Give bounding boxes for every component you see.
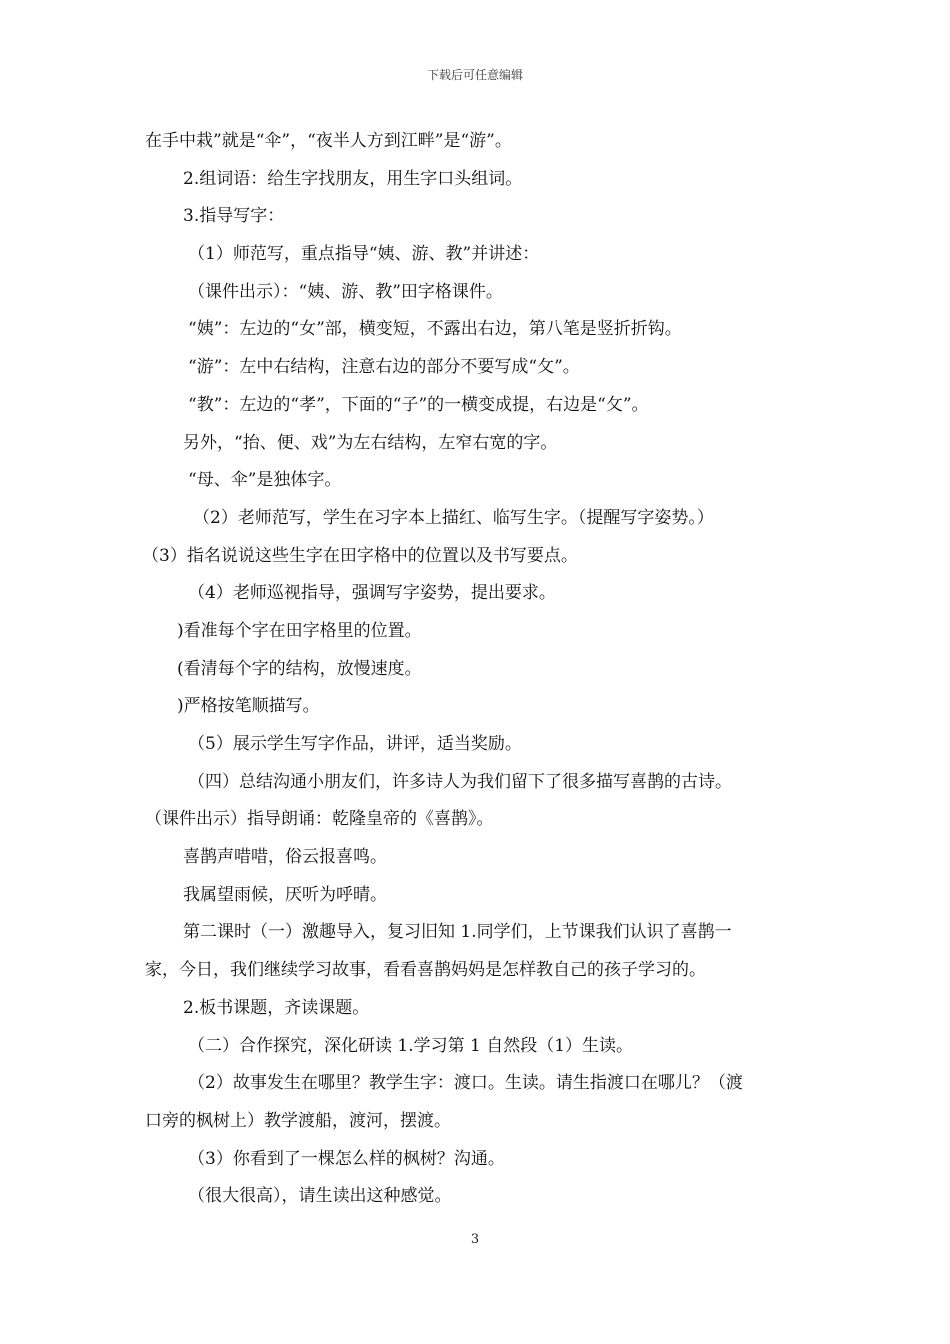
document-body bbox=[142, 123, 813, 1216]
text-line: “姨”：左边的“女”部，横变短，不露出右边，第八笔是竖折折钩。 bbox=[188, 319, 682, 340]
text-line: （3）你看到了一棵怎么样的枫树？沟通。 bbox=[188, 1148, 505, 1169]
text-line: （课件出示）：“姨、游、教”田字格课件。 bbox=[188, 281, 503, 302]
text-line: （很大很高），请生读出这种感觉。 bbox=[188, 1186, 452, 1207]
page-header: 下载后可任意编辑 bbox=[426, 68, 523, 82]
text-line: （4）老师巡视指导，强调写字姿势，提出要求。 bbox=[188, 583, 556, 604]
text-line: 2.组词语：给生字找朋友，用生字口头组词。 bbox=[183, 168, 523, 189]
text-line: “游”：左中右结构，注意右边的部分不要写成“攵”。 bbox=[188, 357, 580, 378]
text-line: （2）故事发生在哪里？教学生字：渡口。生读。请生指渡口在哪儿？（渡 bbox=[188, 1073, 743, 1094]
text-line: )严格按笔顺描写。 bbox=[177, 696, 320, 717]
text-line: （5）展示学生写字作品，讲评，适当奖励。 bbox=[188, 734, 522, 754]
text-line: 家，今日，我们继续学习故事，看看喜鹊妈妈是怎样教自己的孩子学习的。 bbox=[145, 960, 706, 981]
text-line: （2）老师范写，学生在习字本上描红、临写生字。（提醒写字姿势。） bbox=[193, 507, 714, 528]
text-line: （3）指名说说这些生字在田字格中的位置以及书写要点。 bbox=[142, 545, 578, 566]
text-line: （1）师范写，重点指导“姨、游、教”并讲述： bbox=[188, 244, 540, 265]
text-line: 2.板书课题，齐读课题。 bbox=[183, 997, 370, 1018]
page-number: 3 bbox=[470, 1232, 480, 1247]
text-line: (看清每个字的结构，放慢速度。 bbox=[177, 658, 422, 679]
text-line: （四）总结沟通小朋友们，许多诗人为我们留下了很多描写喜鹊的古诗。 bbox=[188, 771, 732, 792]
text-line: （二）合作探究，深化研读 1.学习第 1 自然段（1）生读。 bbox=[188, 1035, 634, 1056]
text-line: “教”：左边的“孝”，下面的“子”的一横变成提，右边是“攵”。 bbox=[188, 394, 649, 415]
text-line: 喜鹊声唶唶，俗云报喜鸣。 bbox=[183, 847, 387, 868]
text-line: 3.指导写字： bbox=[183, 206, 285, 227]
text-line: 第二课时（一）激趣导入，复习旧知 1.同学们，上节课我们认识了喜鹊一 bbox=[183, 922, 732, 943]
text-line: )看准每个字在田字格里的位置。 bbox=[177, 620, 422, 641]
text-line: 口旁的枫树上）教学渡船，渡河，摆渡。 bbox=[145, 1110, 451, 1131]
text-line: （课件出示）指导朗诵：乾隆皇帝的《喜鹊》。 bbox=[145, 809, 494, 830]
text-line: 我属望雨候，厌听为呼晴。 bbox=[183, 884, 387, 905]
text-line: 另外，“抬、便、戏”为左右结构，左窄右宽的字。 bbox=[183, 432, 558, 453]
text-line: 在手中栽”就是“伞”，“夜半人方到江畔”是“游”。 bbox=[145, 131, 512, 151]
text-line: “母、伞”是独体字。 bbox=[188, 470, 342, 491]
